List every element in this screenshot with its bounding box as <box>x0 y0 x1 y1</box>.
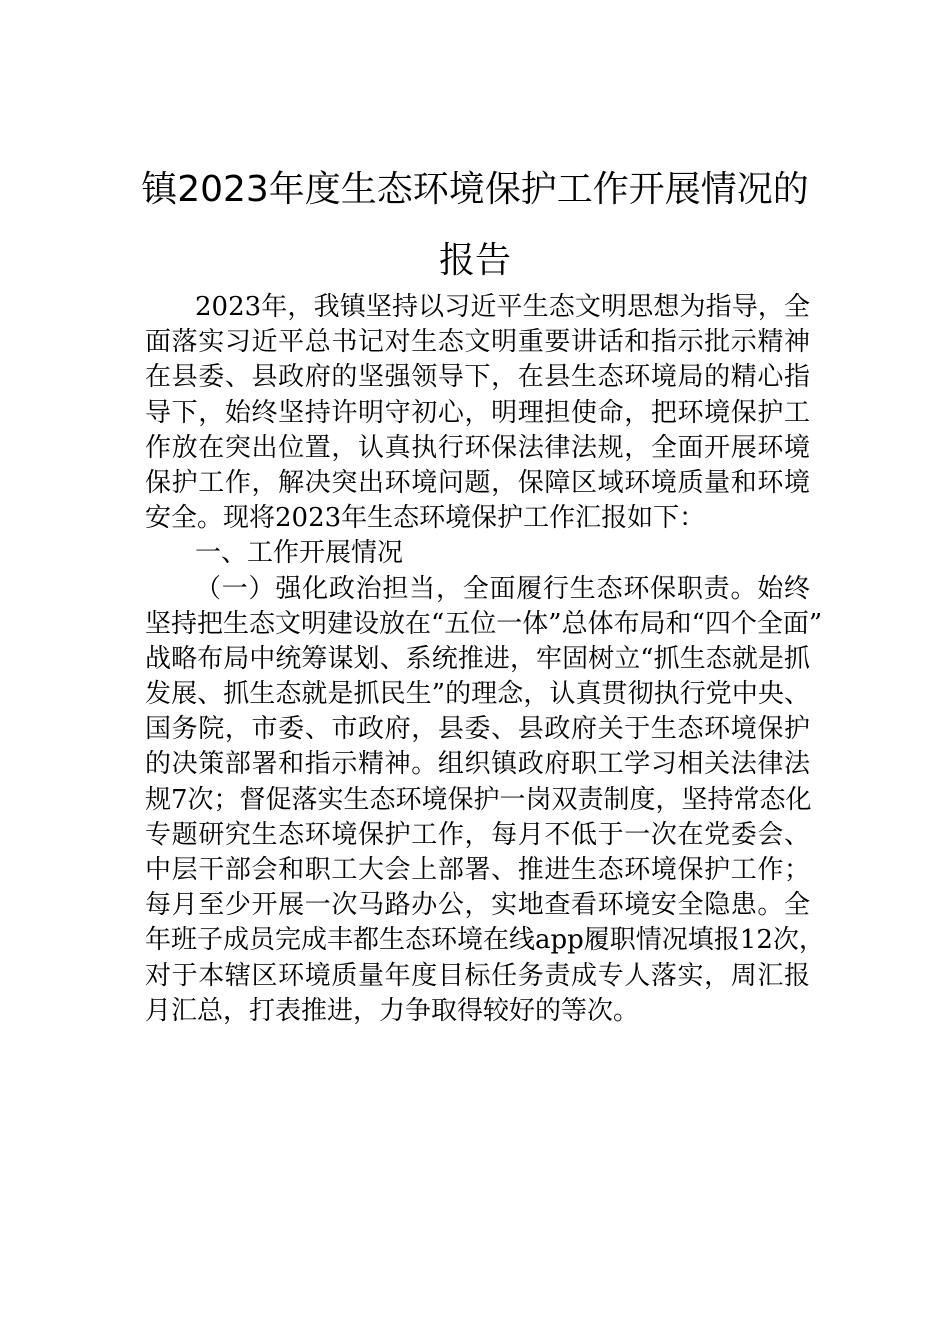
paragraph-section1-line-10: 每月至少开展一次马路办公，实地查看环境安全隐患。全 <box>145 890 810 921</box>
paragraph-section1-line-5: 国务院，市委、市政府，县委、县政府关于生态环境保护 <box>145 714 810 745</box>
paragraph-section1-line-6: 的决策部署和指示精神。组织镇政府职工学习相关法律法 <box>145 749 810 780</box>
paragraph-intro-line-4: 导下，始终坚持许明守初心，明理担使命，把环境保护工 <box>145 397 810 428</box>
paragraph-intro-line-2: 面落实习近平总书记对生态文明重要讲话和指示批示精神 <box>145 327 810 358</box>
paragraph-intro-line-7: 安全。现将2023年生态环境保护工作汇报如下： <box>145 503 706 534</box>
paragraph-section1-line-7: 规7次；督促落实生态环境保护一岗双责制度，坚持常态化 <box>145 784 812 815</box>
paragraph-section1-line-8: 专题研究生态环境保护工作，每月不低于一次在党委会、 <box>145 819 810 850</box>
document-body <box>145 290 825 1029</box>
paragraph-section1-line-4: 发展、抓生态就是抓民生”的理念，认真贯彻执行党中央、 <box>145 679 810 710</box>
document-title <box>0 160 950 302</box>
paragraph-intro-line-6: 保护工作，解决突出环境问题，保障区域环境质量和环境 <box>145 467 810 498</box>
paragraph-intro-line-1: 2023年，我镇坚持以习近平生态文明思想为指导，全 <box>195 292 810 322</box>
section-heading: 一、工作开展情况 <box>195 538 404 569</box>
title-line-2: 报告 <box>438 240 511 281</box>
paragraph-section1-line-11: 年班子成员完成丰都生态环境在线app履职情况填报12次， <box>145 925 825 956</box>
paragraph-section1-line-1: （一）强化政治担当，全面履行生态环保职责。始终 <box>195 573 810 604</box>
paragraph-section1-line-9: 中层干部会和职工大会上部署、推进生态环境保护工作； <box>145 855 810 885</box>
paragraph-intro-line-5: 作放在突出位置，认真执行环保法律法规，全面开展环境 <box>145 432 810 463</box>
paragraph-section1-line-13: 月汇总，打表推进，力争取得较好的等次。 <box>145 995 640 1026</box>
paragraph-section1-line-12: 对于本辖区环境质量年度目标任务责成专人落实，周汇报 <box>145 960 810 991</box>
paragraph-intro-line-3: 在县委、县政府的坚强领导下，在县生态环境局的精心指 <box>145 362 810 393</box>
paragraph-section1-line-2: 坚持把生态文明建设放在“五位一体”总体布局和“四个全面” <box>145 608 823 639</box>
title-line-1: 镇2023年度生态环境保护工作开展情况的 <box>141 169 809 210</box>
paragraph-section1-line-3: 战略布局中统筹谋划、系统推进，牢固树立“抓生态就是抓 <box>145 643 810 674</box>
